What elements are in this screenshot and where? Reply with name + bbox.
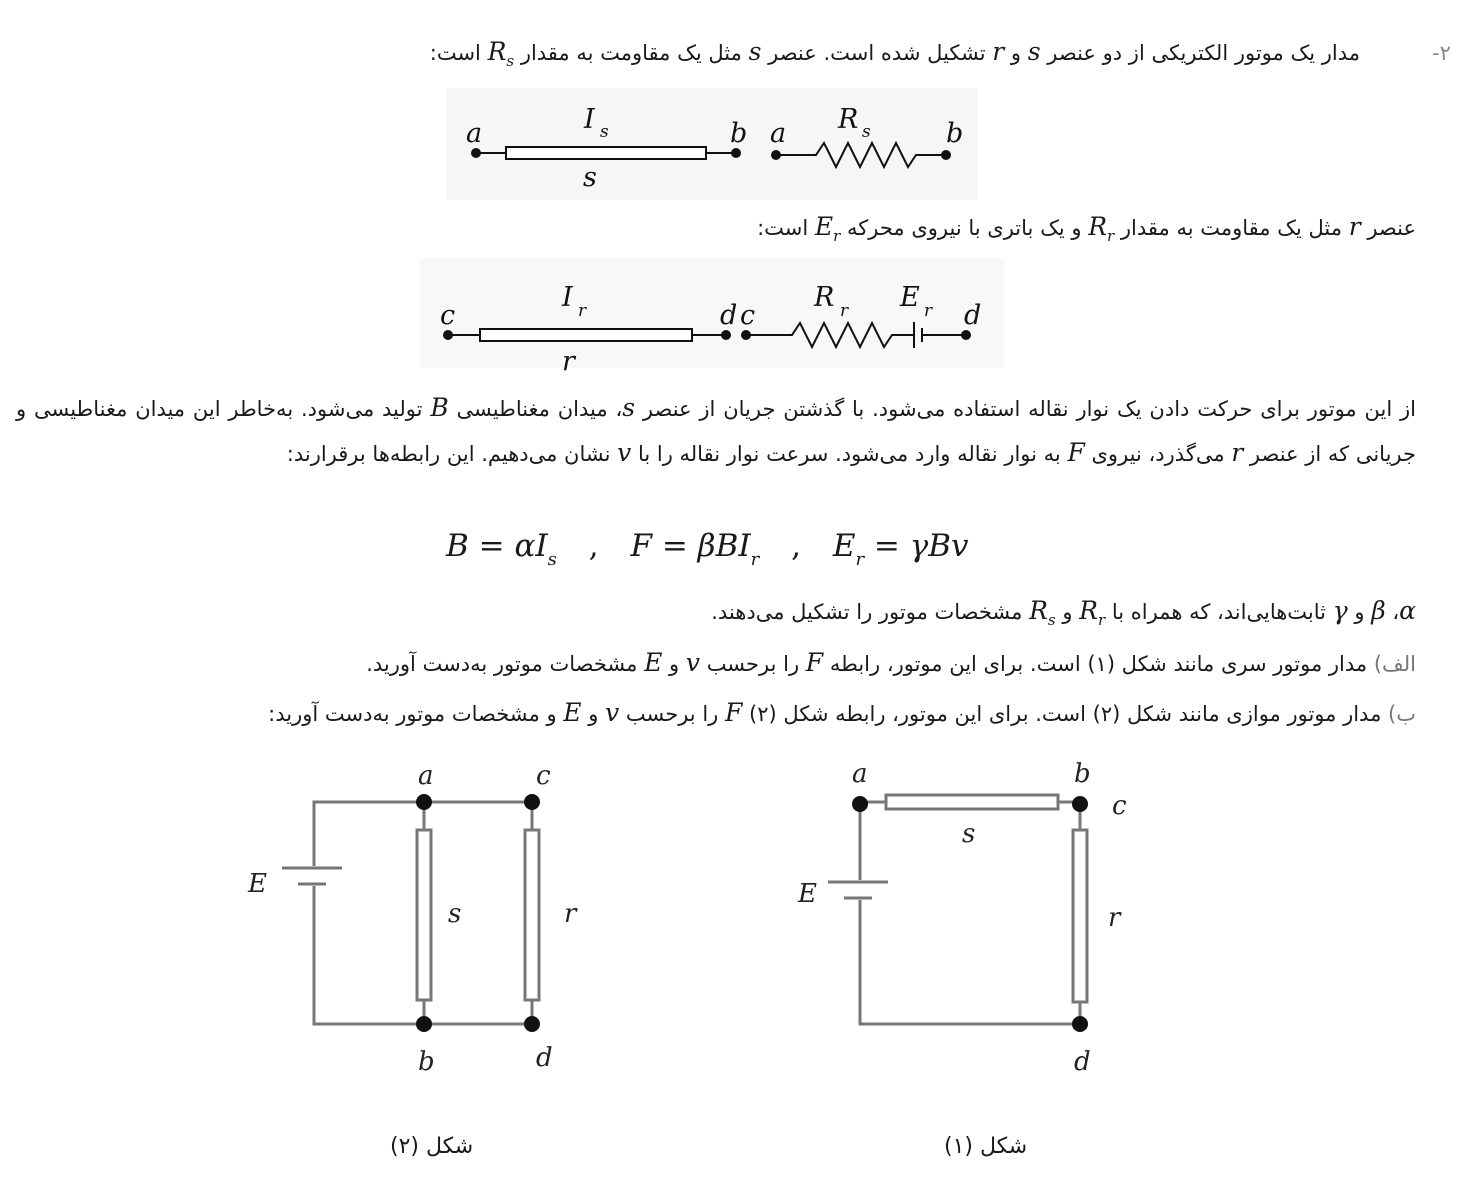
label-d: d [964, 300, 982, 331]
label-b: b [730, 118, 748, 149]
label-current: I [584, 104, 595, 135]
label-c: c [440, 300, 456, 331]
node-a [852, 796, 868, 812]
part-b: ب) مدار موتور موازی مانند شکل (۲) است. برای این موتور، رابطه شکل (۲) F را برحسب v و E و مشخصات موتور به‌دست آورید: [268, 698, 1416, 727]
wire [314, 802, 424, 866]
part-a: الف) مدار موتور سری مانند شکل (۱) است. برای این موتور، رابطه F را برحسب v و E مشخصات موتور به‌دست آورید. [366, 648, 1416, 677]
node-d [722, 331, 730, 339]
label-rr: R [814, 282, 835, 313]
label-a: a [770, 118, 787, 149]
node-b-c [1072, 796, 1088, 812]
label-a: a [418, 761, 434, 791]
label-a: a [466, 118, 483, 149]
label-current-sub: r [578, 301, 587, 321]
node-a [472, 149, 480, 157]
element-s-bar [506, 147, 706, 159]
label-b: b [418, 1047, 435, 1077]
node-a [416, 794, 432, 810]
figure-2-circuit [282, 802, 539, 1024]
element-r-panel [420, 258, 1004, 368]
wire [860, 900, 1080, 1024]
label-d: d [536, 1043, 553, 1073]
node-b [732, 149, 740, 157]
label-c: c [536, 761, 551, 791]
node-d [1072, 1016, 1088, 1032]
element-r-bar [480, 329, 692, 341]
element-s-bar [886, 795, 1058, 809]
label-b: b [1074, 759, 1091, 789]
figure-2-nodes [416, 794, 540, 1032]
label-c: c [1112, 791, 1127, 821]
node-b [416, 1016, 432, 1032]
problem-paragraph: از این موتور برای حرکت دادن یک نوار نقاله استفاده می‌شود. با گذشتن جریان از عنصر s، میدان مغناطیسی B تولید می‌شود. به‌خاطر این میدان مغناطیسی و جریانی که از عنصر r می‌گذرد، نیروی F به نوار نقاله وارد می‌شود. سرعت نوار نقاله را با v نشان می‌دهیم. این رابطه‌ها برقرارند: [16, 393, 1416, 467]
label-r: r [1108, 903, 1121, 933]
label-rs: R [838, 104, 859, 135]
element-r-bar [1073, 830, 1087, 1002]
label-rs-sub: s [862, 122, 871, 142]
label-r: r [564, 899, 577, 929]
label-b: b [946, 118, 964, 149]
label-s: s [962, 819, 976, 849]
node-d [962, 331, 970, 339]
label-E: E [248, 869, 267, 899]
label-d: d [1074, 1047, 1091, 1077]
figure-1-circuit [828, 795, 1087, 1024]
figure-2-caption: شکل (۲) [390, 1134, 474, 1159]
label-E: E [798, 879, 817, 909]
label-rr-sub: r [840, 301, 849, 321]
node-c [524, 794, 540, 810]
label-er-sub: r [924, 301, 933, 321]
label-er: E [900, 282, 920, 313]
node-b [942, 151, 950, 159]
wire [314, 886, 424, 1024]
label-a: a [852, 759, 868, 789]
label-c: c [740, 300, 756, 331]
label-d: d [720, 300, 738, 331]
label-current-sub: s [600, 122, 609, 142]
label-s: s [583, 162, 597, 193]
label-s: s [448, 899, 462, 929]
problem-number: ۲- [1432, 41, 1451, 65]
problem-line-2: عنصر r مثل یک مقاومت به مقدار $R_r$ و یک باتری با نیروی محرکه $E_r$ است: [757, 212, 1416, 245]
element-r-bar [525, 830, 539, 1000]
element-s-bar [417, 830, 431, 1000]
element-s-panel [446, 88, 978, 200]
label-current: I [562, 282, 573, 313]
figure-1-caption: شکل (۱) [944, 1134, 1028, 1159]
constants-line: α، β و γ ثابت‌هایی‌اند، که همراه با $R_r$ و $R_s$ مشخصات موتور را تشکیل می‌دهند. [711, 596, 1416, 629]
label-r: r [562, 346, 575, 377]
problem-line-1: مدار یک موتور الکتریکی از دو عنصر s و r تشکیل شده است. عنصر s مثل یک مقاومت به مقدار $R_s$ است: [429, 37, 1360, 70]
equation: $B = \alpha I_s$ , F = βBI$_r$ , $E_r = \gamma Bv$ [446, 528, 969, 570]
node-d [524, 1016, 540, 1032]
node-c [444, 331, 452, 339]
